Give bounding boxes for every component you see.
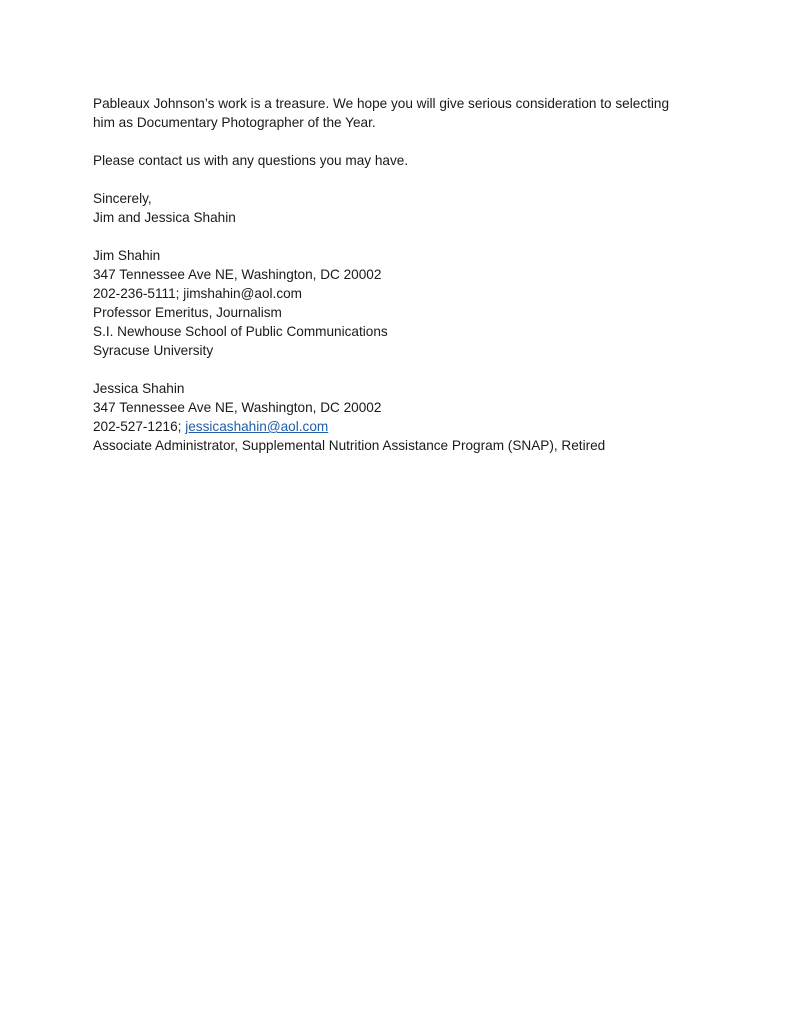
signature-block (93, 189, 713, 227)
contact-title: Associate Administrator, Supplemental Nutrition Assistance Program (SNAP), Retired (93, 438, 606, 453)
contact-school: S.I. Newhouse School of Public Communications (93, 324, 388, 339)
closing-paragraph-line-1: Pableaux Johnson’s work is a treasure. We hope you will give serious consideration to selecting (93, 96, 670, 111)
contact-block-jim (93, 246, 713, 360)
contact-phone-email (93, 417, 713, 436)
contact-address: 347 Tennessee Ave NE, Washington, DC 20002 (93, 400, 382, 415)
contact-request-line: Please contact us with any questions you may have. (93, 153, 409, 168)
letter-body (93, 94, 713, 474)
email-link[interactable]: jessicashahin@aol.com (185, 419, 329, 434)
contact-phone: 202-527-1216; (93, 419, 186, 434)
closing-paragraph-line-2: him as Documentary Photographer of the Year. (93, 115, 376, 130)
contact-name: Jim Shahin (93, 248, 161, 263)
contact-title: Professor Emeritus, Journalism (93, 305, 282, 320)
contact-university: Syracuse University (93, 343, 214, 358)
signers: Jim and Jessica Shahin (93, 210, 236, 225)
contact-phone-email: 202-236-5111; jimshahin@aol.com (93, 286, 303, 301)
contact-address: 347 Tennessee Ave NE, Washington, DC 20002 (93, 267, 382, 282)
signoff: Sincerely, (93, 191, 152, 206)
contact-name: Jessica Shahin (93, 381, 185, 396)
contact-request-paragraph (93, 151, 713, 170)
contact-block-jessica (93, 379, 713, 455)
closing-paragraph (93, 94, 713, 132)
